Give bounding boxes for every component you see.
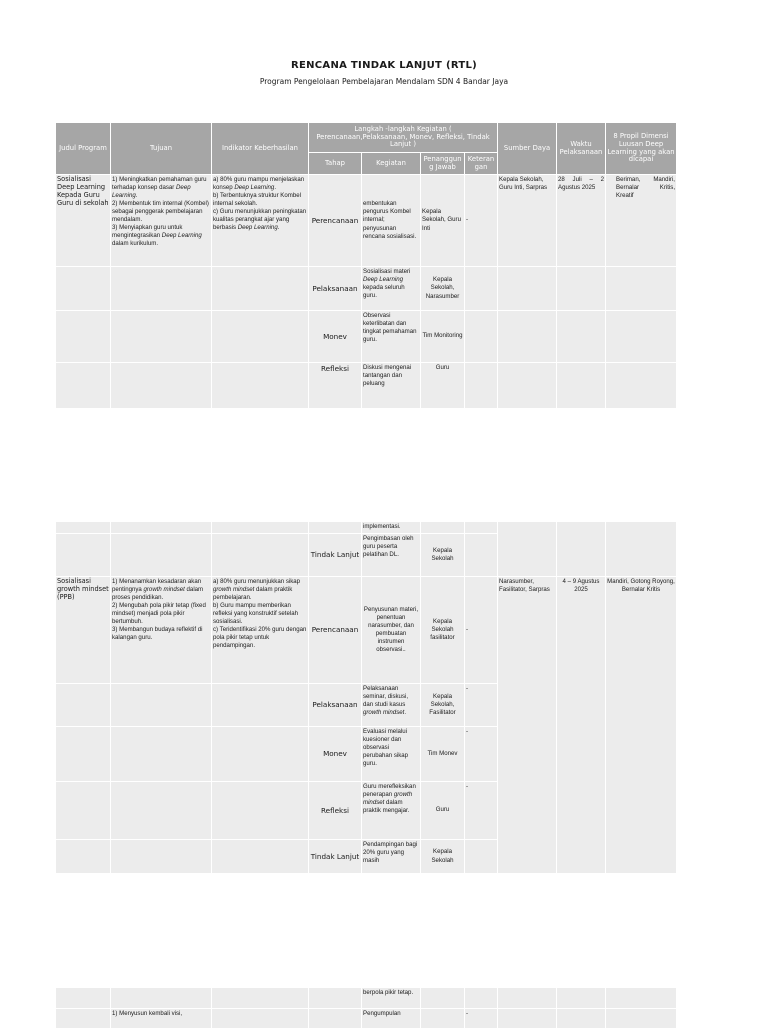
penanggung-jawab-cell: Kepala Sekolah, Fasilitator xyxy=(421,684,465,727)
kegiatan-cell: Evaluasi melalui kuesioner dan observasi perubahan sikap guru. xyxy=(362,727,421,782)
kegiatan-cell: implementasi. xyxy=(362,522,421,534)
penanggung-jawab-cell: Kepala Sekolah xyxy=(421,534,465,577)
tahap-cell: Pelaksanaan xyxy=(309,684,362,727)
penanggung-jawab-cell: Kepala Sekolah, Guru Inti xyxy=(421,175,465,267)
tujuan-cell: 1) Menanamkan kesadaran akan pentingnya growth mindset dalam proses pendidikan. 2) Mengubah pola pikir tetap (fixed mindset) menjadi pola pikir bertumbuh. 3) Membangun budaya reflektif di kalangan guru. xyxy=(111,577,212,684)
table-row xyxy=(56,1009,677,1029)
keterangan-cell: - xyxy=(465,577,498,684)
penanggung-jawab-cell: Kepala Sekolah xyxy=(421,840,465,874)
kegiatan-cell: berpola pikir tetap. xyxy=(362,988,421,1009)
rtl-table-page-2 xyxy=(55,521,677,874)
kegiatan-cell: Guru merefleksikan penerapan growth mindset dalam praktik mengajar. xyxy=(362,782,421,840)
penanggung-jawab-cell: Guru xyxy=(421,363,465,409)
penanggung-jawab-cell: Tim Monev xyxy=(421,727,465,782)
judul-program-cell: Sosialisasi Deep Learning Kepada Guru Guru di sekolah xyxy=(56,175,111,267)
tahap-cell: Pelaksanaan xyxy=(309,267,362,311)
keterangan-cell: - xyxy=(465,727,498,782)
table-row xyxy=(56,577,677,684)
kegiatan-cell: Pelaksanaan seminar, diskusi, dan studi kasus growth mindset. xyxy=(362,684,421,727)
kegiatan-cell: Sosialisasi materi Deep Learning kepada seluruh guru. xyxy=(362,267,421,311)
header-sumber-daya: Sumber Daya xyxy=(498,123,557,175)
tahap-cell: Perencanaan xyxy=(309,577,362,684)
waktu-pelaksanaan-cell: 28 Juli – 2 Agustus 2025 xyxy=(557,175,606,267)
sumber-daya-cell: Kepala Sekolah, Guru Inti, Sarpras xyxy=(498,175,557,267)
kegiatan-cell: Observasi keterlibatan dan tingkat pemahaman guru. xyxy=(362,311,421,363)
penanggung-jawab-cell: Kepala Sekolah, Narasumber xyxy=(421,267,465,311)
tahap-cell: Perencanaan xyxy=(309,175,362,267)
tahap-cell: Monev xyxy=(309,727,362,782)
header-tujuan: Tujuan xyxy=(111,123,212,175)
keterangan-cell: - xyxy=(465,1009,498,1029)
kegiatan-cell: Pendampingan bagi 20% guru yang masih xyxy=(362,840,421,874)
header-kegiatan: Kegiatan xyxy=(362,153,421,175)
tujuan-cell: 1) Menyusun kembali visi, xyxy=(111,1009,212,1029)
judul-program-cell: Sosialisasi growth mindset (PPB) xyxy=(56,577,111,684)
rtl-table-page-3 xyxy=(55,987,677,1029)
indikator-cell: a) 80% guru menunjukkan sikap growth mindset dalam praktik pembelajaran. b) Guru mampu memberikan refleksi yang konstruktif setelah sosialisasi. c) Teridentifikasi 20% guru dengan pola pikir tetap untuk pendampingan. xyxy=(212,577,309,684)
kegiatan-cell: Diskusi mengenai tantangan dan peluang xyxy=(362,363,421,409)
header-penanggung-jawab: Penanggung Jawab xyxy=(421,153,465,175)
document-title: RENCANA TINDAK LANJUT (RTL) xyxy=(290,60,478,71)
header-tahap: Tahap xyxy=(309,153,362,175)
tahap-cell: Tindak Lanjut xyxy=(309,840,362,874)
header-judul-program: Judul Program xyxy=(56,123,111,175)
header-indikator: Indikator Keberhasilan xyxy=(212,123,309,175)
tahap-cell: Refleksi xyxy=(309,782,362,840)
penanggung-jawab-cell: Tim Monitoring xyxy=(421,311,465,363)
kegiatan-cell: Pengimbasan oleh guru peserta pelatihan DL. xyxy=(362,534,421,577)
tahap-cell: Monev xyxy=(309,311,362,363)
header-keterangan: Keterangan xyxy=(465,153,498,175)
indikator-cell: a) 80% guru mampu menjelaskan konsep Deep Learning. b) Terbentuknya struktur Kombel internal sekolah. c) Guru menunjukkan peningkatan kualitas perangkat ajar yang berbasis Deep Learning. xyxy=(212,175,309,267)
table-row xyxy=(56,311,677,363)
table-row xyxy=(56,363,677,409)
tujuan-cell: 1) Meningkatkan pemahaman guru terhadap konsep dasar Deep Learning. 2) Membentuk tim internal (Kombel) sebagai penggerak pembelajaran mendalam. 3) Menyiapkan guru untuk mengintegrasikan Deep Learning dalam kurikulum. xyxy=(111,175,212,267)
profil-lulusan-cell: Mandiri, Gotong Royong, Bernalar Kritis xyxy=(606,577,677,874)
keterangan-cell: - xyxy=(465,684,498,727)
sumber-daya-cell: Narasumber, Fasilitator, Sarpras xyxy=(498,577,557,874)
kegiatan-cell: Pengumpulan xyxy=(362,1009,421,1029)
keterangan-cell: - xyxy=(465,175,498,267)
keterangan-cell: - xyxy=(465,782,498,840)
header-langkah-kegiatan: Langkah -langkah Kegiatan ( Perencanaan,Pelaksanaan, Monev, Refleksi, Tindak Lanjut ) xyxy=(309,123,498,153)
header-profil-lulusan: 8 Propil Dimensi Luusan Deep Learning yang akan dicapai xyxy=(606,123,677,175)
kegiatan-cell: embentukan pengurus Kombel internal; penyusunan rencana sosialisasi. xyxy=(362,175,421,267)
table-row xyxy=(56,175,677,267)
document-subtitle: Program Pengelolaan Pembelajaran Mendalam SDN 4 Bandar Jaya xyxy=(259,77,509,86)
waktu-pelaksanaan-cell: 4 – 9 Agustus 2025 xyxy=(557,577,606,874)
tahap-cell: Refleksi xyxy=(309,363,362,409)
kegiatan-cell: Penyusunan materi, penentuan narasumber, dan pembuatan instrumen observasi.. xyxy=(362,577,421,684)
tahap-cell: Tindak Lanjut xyxy=(309,534,362,577)
profil-lulusan-cell: Beriman, Mandiri, Bernalar Kritis, Kreatif xyxy=(606,175,677,267)
penanggung-jawab-cell: Kepala Sekolah fasilitator xyxy=(421,577,465,684)
penanggung-jawab-cell: Guru xyxy=(421,782,465,840)
rtl-table-page-1 xyxy=(55,122,677,409)
table-row xyxy=(56,522,677,534)
table-row xyxy=(56,988,677,1009)
header-waktu-pelaksanaan: Waktu Pelaksanaan xyxy=(557,123,606,175)
table-row xyxy=(56,267,677,311)
